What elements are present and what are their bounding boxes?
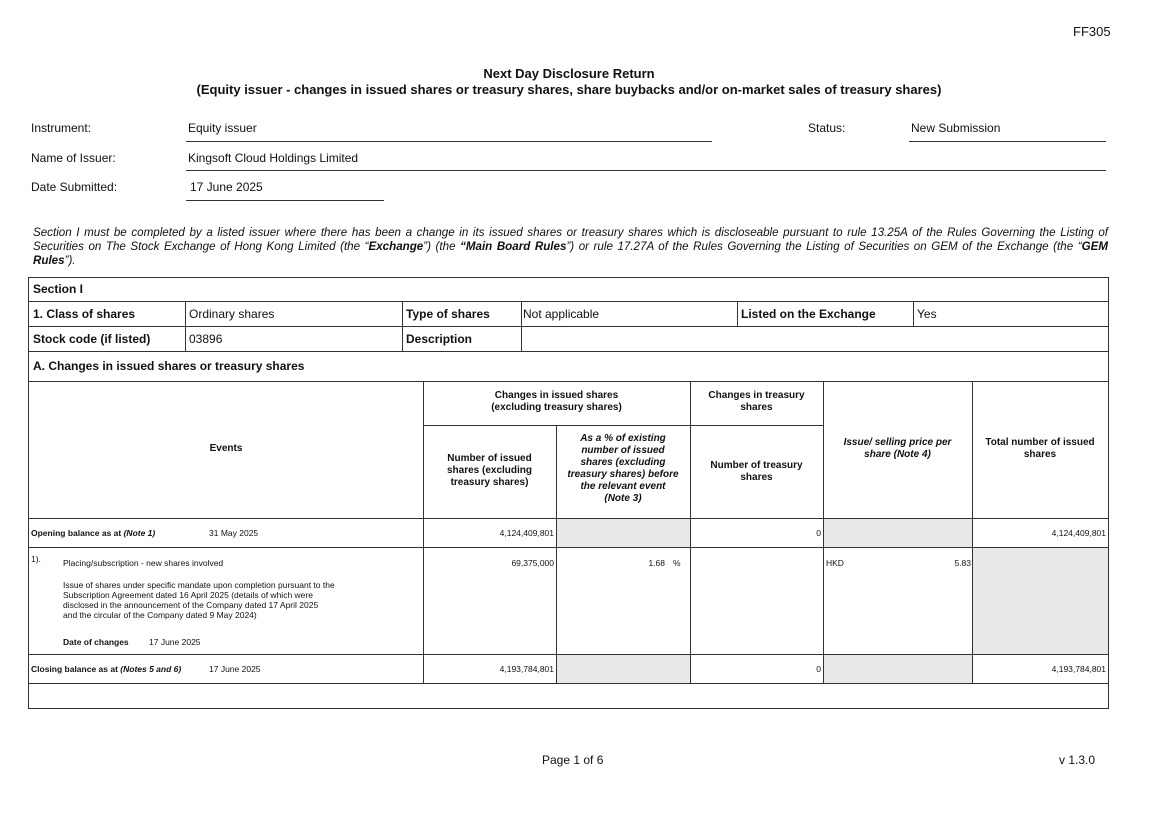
event1-date-label: Date of changes xyxy=(63,637,129,647)
intro-text-4: ”). xyxy=(64,254,76,267)
issuer-value: Kingsoft Cloud Holdings Limited xyxy=(188,151,359,165)
date-value: 17 June 2025 xyxy=(190,180,263,194)
page-subtitle: (Equity issuer - changes in issued shares or treasury shares, share buybacks and/or on-market sales of treasury shares) xyxy=(196,82,942,97)
col-pct xyxy=(556,433,690,505)
event1-pct-unit: % xyxy=(673,558,681,568)
class-label: 1. Class of shares xyxy=(33,307,136,321)
event1-price: 5.83 xyxy=(954,558,971,568)
type-value: Not applicable xyxy=(523,307,600,321)
instrument-field xyxy=(186,120,712,142)
event1-pct: 1.68 xyxy=(648,558,665,568)
part-a-title: A. Changes in issued shares or treasury shares xyxy=(33,359,305,373)
event1-desc-line3: disclosed in the announcement of the Company dated 17 April 2025 xyxy=(63,600,319,610)
class-value: Ordinary shares xyxy=(189,307,275,321)
status-label: Status: xyxy=(808,121,846,135)
grp-issued-line1: Changes in issued shares xyxy=(494,390,619,401)
status-field xyxy=(909,120,1106,142)
issuer-field xyxy=(186,150,1106,171)
closing-date: 17 June 2025 xyxy=(209,664,261,674)
page-number: Page 1 of 6 xyxy=(542,753,604,767)
version-label: v 1.3.0 xyxy=(1059,753,1096,767)
opening-treasury: 0 xyxy=(816,528,821,538)
section-title: Section I xyxy=(33,282,84,296)
closing-note: (Notes 5 and 6) xyxy=(120,664,182,674)
col-price-line1: Issue/ selling price per xyxy=(843,437,952,448)
event1-desc-line1: Issue of shares under specific mandate upon completion pursuant to the xyxy=(63,580,335,590)
type-label: Type of shares xyxy=(406,307,490,321)
col-num-issued-line3: treasury shares) xyxy=(450,477,529,488)
col-num-issued-line2: shares (excluding xyxy=(446,465,533,476)
closing-label xyxy=(31,664,181,674)
opening-note: (Note 1) xyxy=(123,528,156,538)
col-num-treasury xyxy=(690,460,823,484)
event1-desc-line4: and the circular of the Company dated 9 May 2024) xyxy=(63,610,257,620)
col-pct-line6: (Note 3) xyxy=(604,493,642,504)
section-one xyxy=(28,277,1109,709)
grp-treasury-line2: shares xyxy=(740,402,773,413)
status-value: New Submission xyxy=(911,121,1001,135)
col-total-line1: Total number of issued xyxy=(985,437,1095,448)
closing-issued: 4,193,784,801 xyxy=(499,664,554,674)
opening-label xyxy=(31,528,155,538)
event1-type: Placing/subscription - new shares involved xyxy=(63,558,224,568)
closing-treasury: 0 xyxy=(816,664,821,674)
col-pct-line3: shares (excluding xyxy=(580,457,666,468)
opening-date: 31 May 2025 xyxy=(209,528,259,538)
date-field xyxy=(186,179,384,201)
col-pct-line2: number of issued xyxy=(581,445,665,456)
col-events: Events xyxy=(209,443,243,454)
event1-desc-line2: Subscription Agreement dated 16 April 2025 (details of which were xyxy=(63,590,313,600)
event1-currency: HKD xyxy=(826,558,844,568)
stock-value: 03896 xyxy=(189,332,223,346)
col-price xyxy=(823,437,972,461)
opening-label-text: Opening balance as at xyxy=(31,528,124,538)
event1-date-value: 17 June 2025 xyxy=(149,637,201,647)
desc-label: Description xyxy=(406,332,473,346)
instrument-label: Instrument: xyxy=(31,121,92,135)
date-label: Date Submitted: xyxy=(31,180,118,194)
stock-label: Stock code (if listed) xyxy=(33,332,151,346)
instrument-value: Equity issuer xyxy=(188,121,257,135)
form-code: FF305 xyxy=(1073,24,1111,39)
closing-total: 4,193,784,801 xyxy=(1051,664,1106,674)
event1-issued: 69,375,000 xyxy=(511,558,554,568)
grp-issued xyxy=(423,390,690,414)
listed-label: Listed on the Exchange xyxy=(741,307,876,321)
col-price-line2: share (Note 4) xyxy=(864,449,931,460)
col-num-treasury-line2: shares xyxy=(740,472,773,483)
col-num-issued-line1: Number of issued xyxy=(447,453,532,464)
col-num-treasury-line1: Number of treasury xyxy=(710,460,803,471)
intro-text-3: ”) or rule 17.27A of the Rules Governing the Listing of Securities on GEM of the Exchange (the “ xyxy=(566,240,1082,253)
event1-desc xyxy=(63,580,335,620)
intro-text-1: Section I must be completed by a listed issuer where there has been a change in its issued shares or treasury shares which is discloseable pursuant to rule 13.25A of the Rules Governing the Listing of Securities on The Stock Exchange of Hong Kong Limited (the “ xyxy=(33,226,1108,253)
intro-paragraph xyxy=(33,226,1108,268)
col-total-line2: shares xyxy=(1023,449,1057,460)
col-total xyxy=(972,437,1108,461)
grp-treasury xyxy=(690,390,823,414)
page-title: Next Day Disclosure Return xyxy=(483,66,655,81)
listed-value: Yes xyxy=(917,307,937,321)
event1-index: 1). xyxy=(31,554,41,564)
intro-text-2: ”) (the xyxy=(423,240,461,253)
opening-total: 4,124,409,801 xyxy=(1051,528,1106,538)
grp-treasury-line1: Changes in treasury xyxy=(708,390,805,401)
closing-label-text: Closing balance as at xyxy=(31,664,121,674)
col-pct-line5: the relevant event xyxy=(580,481,666,492)
col-pct-line4: treasury shares) before xyxy=(567,469,679,480)
opening-issued: 4,124,409,801 xyxy=(499,528,554,538)
issuer-label: Name of Issuer: xyxy=(31,151,116,165)
col-pct-line1: As a % of existing xyxy=(580,433,666,444)
intro-gem: GEM Rules xyxy=(33,240,1108,267)
col-num-issued xyxy=(423,453,556,489)
grp-issued-line2: (excluding treasury shares) xyxy=(491,402,622,413)
intro-main-board: “Main Board Rules xyxy=(460,240,567,253)
intro-exchange: Exchange xyxy=(368,240,424,253)
